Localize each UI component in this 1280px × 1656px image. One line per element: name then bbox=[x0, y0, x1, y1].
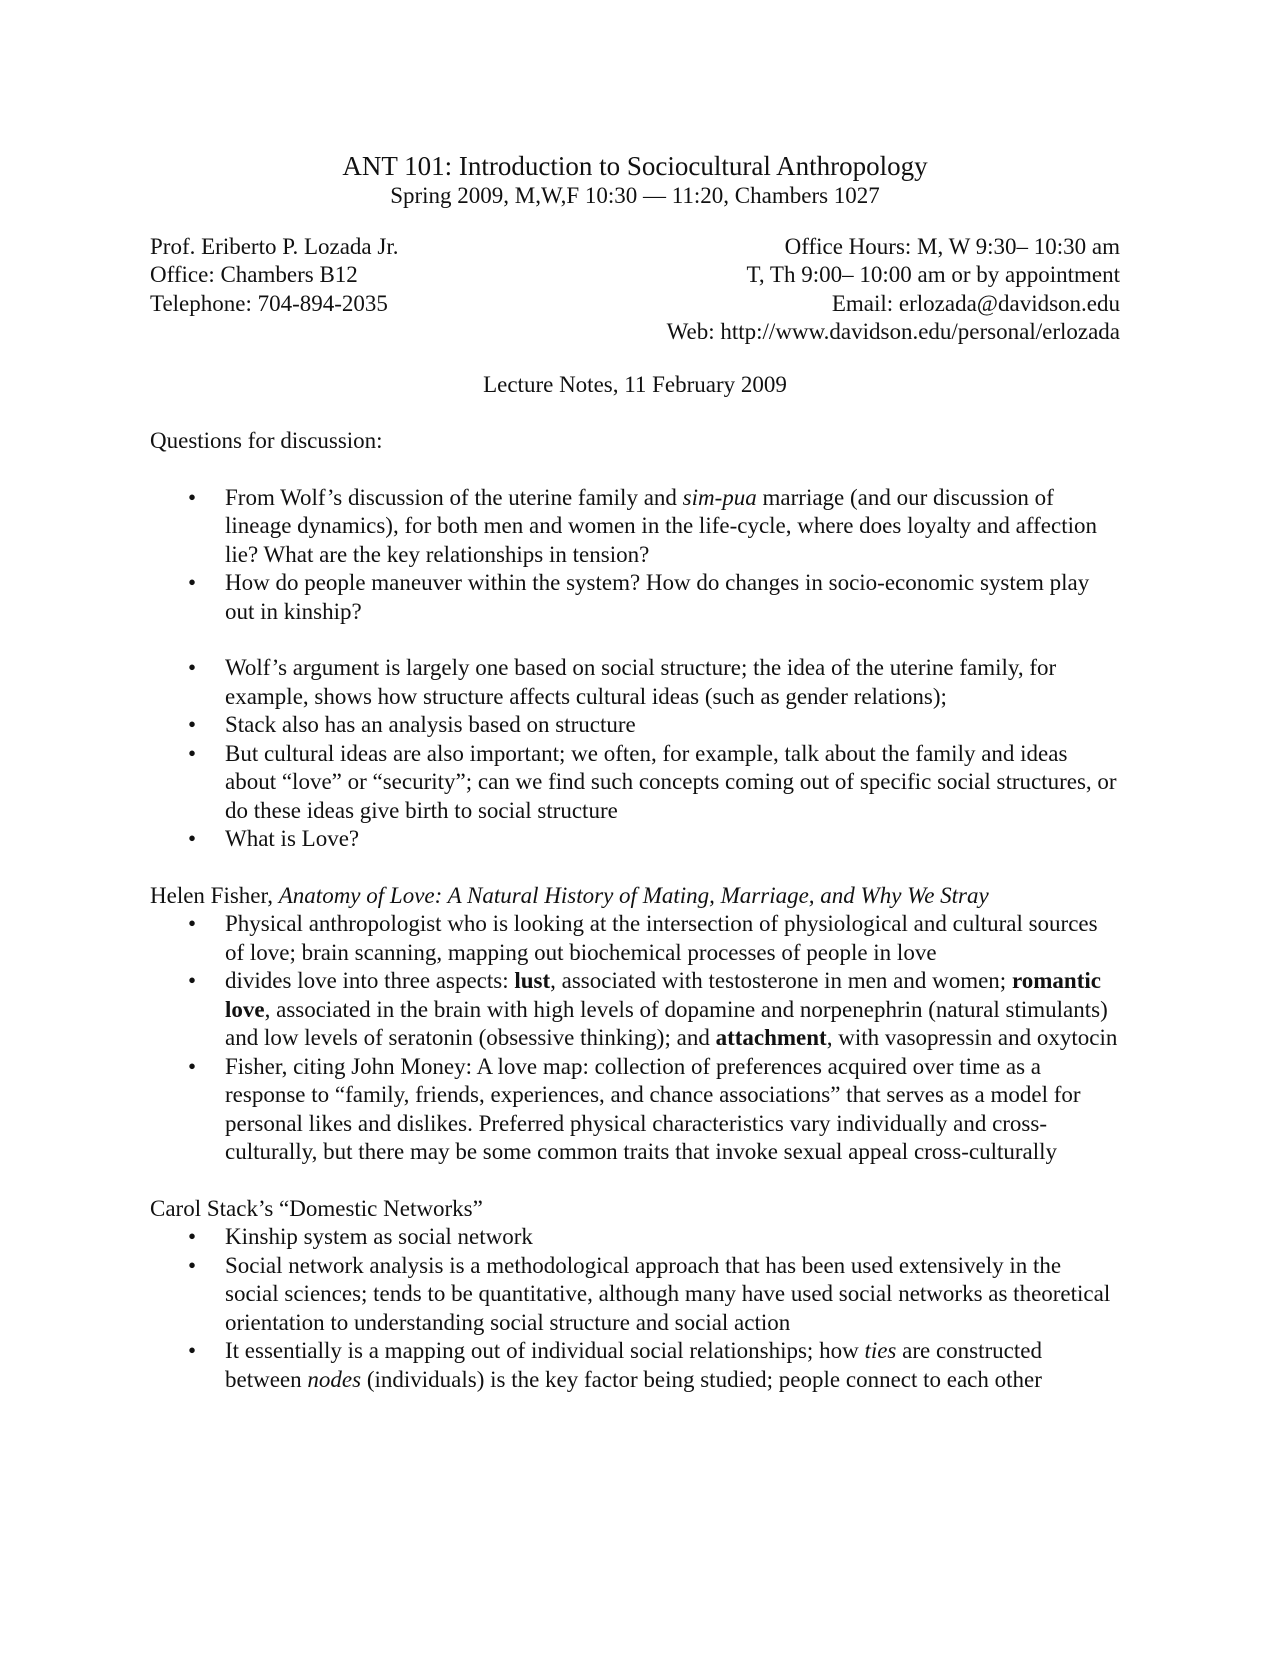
instructor-name: Prof. Eriberto P. Lozada Jr. bbox=[150, 233, 399, 259]
discussion-list-1 bbox=[150, 484, 1120, 627]
document-page bbox=[150, 150, 1120, 1394]
fisher-heading: Helen Fisher, Anatomy of Love: A Natural History of Mating, Marriage, and Why We Stray bbox=[150, 882, 989, 908]
list-item: • divides love into three aspects: lust, associated with testosterone in men and women; romantic love, associated in the brain with high levels of dopamine and norpenephrin (natural stimulants) and low levels of seratonin (obsessive thinking); and attachment, with vasopressin and oxytocin bbox=[188, 968, 1118, 1050]
fisher-list bbox=[150, 910, 1120, 1167]
list-item: • Wolf’s argument is largely one based on social structure; the idea of the uterine family, for example, shows how structure affects cultural ideas (such as gender relations); bbox=[188, 655, 1057, 709]
list-item: • Kinship system as social network bbox=[188, 1224, 533, 1249]
office-hours-mw: Office Hours: M, W 9:30– 10:30 am bbox=[784, 233, 1120, 259]
email: Email: erlozada@davidson.edu bbox=[831, 290, 1120, 316]
stack-list bbox=[150, 1223, 1120, 1394]
list-item: • What is Love? bbox=[188, 826, 360, 851]
contact-block bbox=[150, 233, 1120, 347]
course-title: ANT 101: Introduction to Sociocultural Anthropology bbox=[342, 151, 928, 181]
list-item: • From Wolf’s discussion of the uterine family and sim-pua marriage (and our discussion of lineage dynamics), for both men and women in the life-cycle, where does loyalty and affection lie? What are the key relationships in tension? bbox=[188, 484, 1097, 567]
list-item: • Stack also has an analysis based on structure bbox=[188, 712, 636, 737]
stack-heading: Carol Stack’s “Domestic Networks” bbox=[150, 1195, 483, 1221]
list-item: • Fisher, citing John Money: A love map: collection of preferences acquired over time as a response to “family, friends, experiences, and chance associations” that serves as a model for personal likes and dislikes. Preferred physical characteristics vary individually and cross-culturally, but there may be some common traits that invoke sexual appeal cross-culturally bbox=[188, 1053, 1081, 1164]
list-item: • How do people maneuver within the system? How do changes in socio-economic system play out in kinship? bbox=[188, 570, 1090, 624]
list-item: • Physical anthropologist who is looking at the intersection of physiological and cultural sources of love; brain scanning, mapping out biochemical processes of people in love bbox=[188, 911, 1098, 965]
office-hours-info bbox=[667, 233, 1120, 347]
office-hours-tth: T, Th 9:00– 10:00 am or by appointment bbox=[746, 262, 1120, 287]
lecture-notes-title: Lecture Notes, 11 February 2009 bbox=[483, 371, 787, 397]
list-item: • But cultural ideas are also important; we often, for example, talk about the family and ideas about “love” or “security”; can we find such concepts coming out of specific social structures, or do these ideas give birth to social structure bbox=[188, 740, 1117, 823]
office-location: Office: Chambers B12 bbox=[150, 262, 358, 287]
list-item: • It essentially is a mapping out of individual social relationships; how ties are constructed between nodes (individuals) is the key factor being studied; people connect to each other bbox=[188, 1338, 1042, 1392]
discussion-heading: Questions for discussion: bbox=[150, 428, 383, 453]
instructor-info bbox=[150, 233, 398, 347]
website: Web: http://www.davidson.edu/personal/erlozada bbox=[666, 319, 1120, 344]
list-item: • Social network analysis is a methodological approach that has been used extensively in the social sciences; tends to be quantitative, although many have used social networks as theoretical orientation to understanding social structure and social action bbox=[188, 1252, 1111, 1335]
course-schedule: Spring 2009, M,W,F 10:30 — 11:20, Chambers 1027 bbox=[390, 183, 880, 208]
discussion-list-2 bbox=[150, 654, 1120, 854]
telephone: Telephone: 704-894-2035 bbox=[150, 290, 388, 316]
